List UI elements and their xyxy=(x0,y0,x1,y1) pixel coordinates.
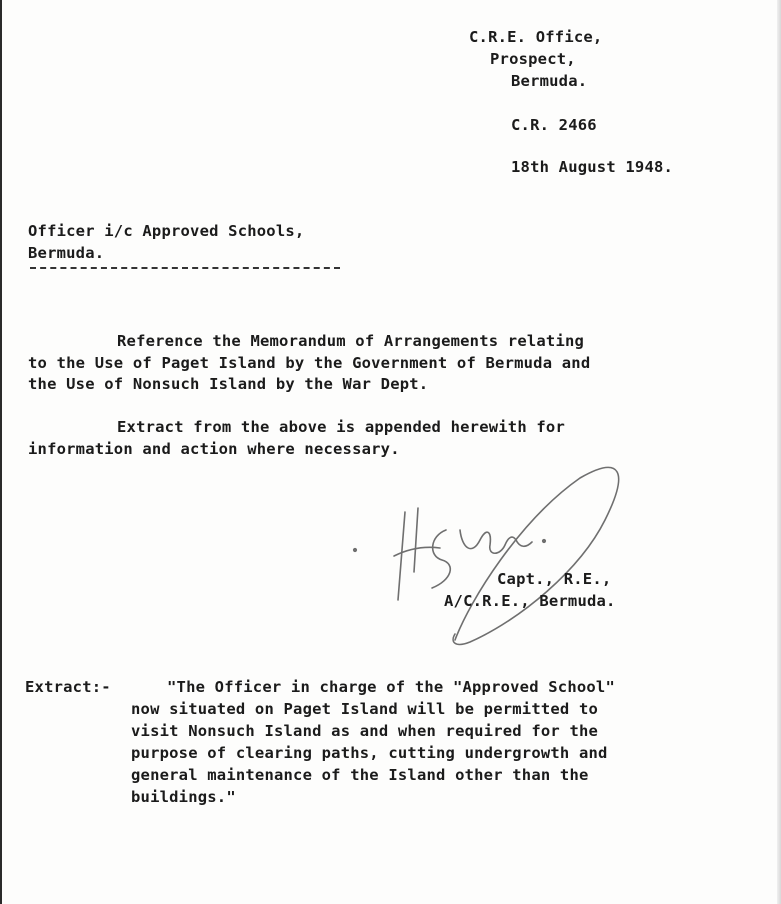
para1-line2: to the Use of Paget Island by the Government of Bermuda and xyxy=(28,354,591,372)
extract-line5: general maintenance of the Island other than the xyxy=(131,766,589,784)
para1-line1: Reference the Memorandum of Arrangements relating xyxy=(117,332,585,350)
letterhead-bermuda: Bermuda. xyxy=(511,72,588,90)
addressee-underline xyxy=(30,267,340,269)
signoff-rank: Capt., R.E., xyxy=(497,570,612,588)
addressee-location: Bermuda. xyxy=(28,244,105,262)
letter-date: 18th August 1948. xyxy=(511,158,674,176)
para2-line1: Extract from the above is appended herewith for xyxy=(117,418,565,436)
extract-line3: visit Nonsuch Island as and when required for the xyxy=(131,722,599,740)
reference-number: C.R. 2466 xyxy=(511,116,597,134)
signoff-title: A/C.R.E., Bermuda. xyxy=(444,592,616,610)
para2-line2: information and action where necessary. xyxy=(28,440,400,458)
extract-line1: "The Officer in charge of the "Approved School" xyxy=(167,678,615,696)
page-left-edge xyxy=(0,0,2,904)
extract-line6: buildings." xyxy=(131,788,236,806)
extract-label: Extract:- xyxy=(25,678,111,696)
page-right-edge xyxy=(777,0,781,904)
para1-line3: the Use of Nonsuch Island by the War Dept. xyxy=(28,375,429,393)
letterhead-office: C.R.E. Office, xyxy=(469,28,603,46)
extract-line4: purpose of clearing paths, cutting undergrowth and xyxy=(131,744,608,762)
letterhead-prospect: Prospect, xyxy=(490,50,576,68)
addressee-name: Officer i/c Approved Schools, xyxy=(28,222,305,240)
extract-line2: now situated on Paget Island will be permitted to xyxy=(131,700,599,718)
